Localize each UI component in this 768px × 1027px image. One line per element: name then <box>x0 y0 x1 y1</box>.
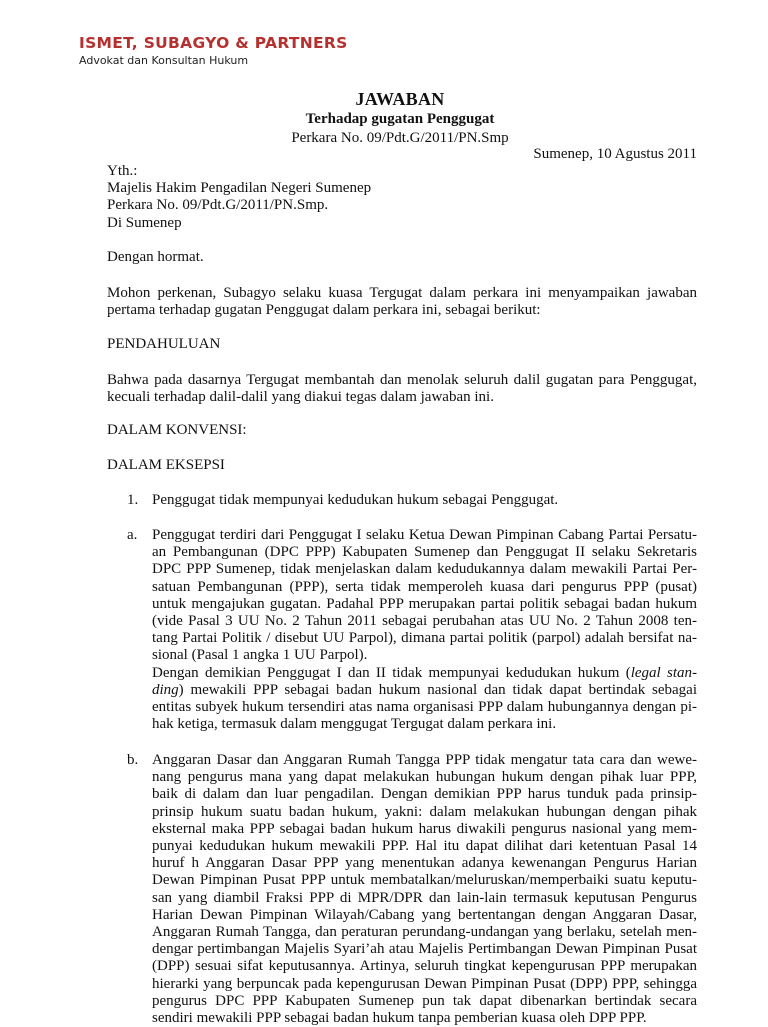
paragraph-line: pertama terhadap gugatan Penggugat dalam perkara ini, sebagai berikut: <box>107 302 541 319</box>
firm-subtitle: Advokat dan Konsultan Hukum <box>79 54 249 67</box>
section-heading-pendahuluan: PENDAHULUAN <box>107 336 221 352</box>
case-number: Perkara No. 09/Pdt.G/2011/PN.Smp <box>291 130 509 146</box>
paragraph-line: kecuali terhadap dalil-dalil yang diakui tegas dalam jawaban ini. <box>107 389 494 406</box>
document-subtitle: Terhadap gugatan Penggugat <box>305 111 495 127</box>
list-item-text <box>152 752 697 1027</box>
paragraph-line: dengar pertimbangan Majelis Syari’ah atau Majelis Pertimbangan Dewan Pimpinan Pusat <box>152 941 697 958</box>
paragraph-line: san yang diambil Fraksi PPP di MPR/DPR dan lain-lain termasuk keputusan Pengurus <box>152 889 697 906</box>
paragraph-line: (DPP) sesuai sifat keputusannya. Artinya, seluruh tingkat kepengurusan PPP merupakan <box>152 958 697 975</box>
greeting: Dengan hormat. <box>107 249 204 265</box>
list-marker: a. <box>127 527 138 543</box>
paragraph-line: hierarki yang berpuncak pada kepengurusan Dewan Pimpinan Pusat (DPP) PPP, sehingga <box>152 975 697 992</box>
pendahuluan-paragraph <box>107 372 697 406</box>
letterhead <box>79 33 348 68</box>
address-salutation: Yth.: <box>107 163 138 179</box>
paragraph-line: Mohon perkenan, Subagyo selaku kuasa Tergugat dalam perkara ini menyampaikan jawaban <box>107 285 697 301</box>
paragraph-line: entitas subyek hukum tersendiri atas nama organisasi PPP dalam hubungannya dengan pi- <box>152 699 697 716</box>
paragraph-line: an Pembangunan (DPC PPP) Kabupaten Sumenep dan Penggugat II selaku Sekretaris <box>152 544 697 561</box>
paragraph-line: Anggaran Dasar dan Anggaran Rumah Tangga PPP tidak mengatur tata cara dan wewe- <box>152 752 697 768</box>
firm-name: ISMET, SUBAGYO & PARTNERS <box>79 34 348 52</box>
paragraph-line: Bahwa pada dasarnya Tergugat membantah dan menolak seluruh dalil gugatan para Penggugat, <box>107 372 697 388</box>
paragraph-line: DPC PPP Sumenep, tidak menjelaskan dalam kedudukannya dalam mewakili Partai Per- <box>152 561 697 578</box>
italic-term: legal stan- <box>630 664 697 681</box>
paragraph-line <box>152 665 697 682</box>
paragraph-line: tang Partai Politik / disebut UU Parpol), dimana partai politik (parpol) adalah bersifat na- <box>152 630 697 647</box>
paragraph-line: hak ketiga, termasuk dalam menggugat Tergugat dalam perkara ini. <box>152 716 557 733</box>
list-marker: b. <box>127 752 139 768</box>
section-heading-konvensi: DALAM KONVENSI: <box>107 422 247 438</box>
paragraph-line: Penggugat terdiri dari Penggugat I selaku Ketua Dewan Pimpinan Cabang Partai Persatu- <box>152 527 697 543</box>
address-line: Di Sumenep <box>107 214 182 231</box>
list-item-text: Penggugat tidak mempunyai kedudukan hukum sebagai Penggugat. <box>152 492 559 508</box>
paragraph-line: sendiri mewakili PPP sebagai badan hukum tanpa pemberian kuasa oleh DPP PPP. <box>152 1010 647 1027</box>
line-text: ) mewakili PPP sebagai badan hukum nasional dan tidak dapat bertindak sebagai <box>178 681 697 698</box>
document-title: JAWABAN <box>355 89 445 109</box>
list-marker: 1. <box>127 492 139 508</box>
intro-paragraph <box>107 285 697 319</box>
paragraph-line: eksternal maka PPP sebagai badan hukum harus diwakili pengurus nasional yang mem- <box>152 820 697 837</box>
paragraph-line: Dewan Pimpinan Pusat PPP untuk membatalkan/meluruskan/memperbaiki suatu keputu- <box>152 872 697 889</box>
paragraph-line: Harian Dewan Pimpinan Wilayah/Cabang yang bertentangan dengan Anggaran Dasar, <box>152 906 697 923</box>
paragraph-line: sional (Pasal 1 angka 1 UU Parpol). <box>152 647 368 664</box>
italic-term: ding <box>152 681 179 698</box>
address-line: Majelis Hakim Pengadilan Negeri Sumenep <box>107 180 372 197</box>
paragraph-line: Anggaran Rumah Tangga, dan peraturan perundang-undangan yang berlaku, setelah men- <box>152 924 697 941</box>
paragraph-line: punyai kedudukan hukum mewakili PPP. Hal itu dapat dilihat dari ketentuan Pasal 14 <box>152 838 697 855</box>
paragraph-line: prinsip hukum suatu badan hukum, yakni: dalam melakukan hubungan dengan pihak <box>152 803 697 820</box>
line-text: Dengan demikian Penggugat I dan II tidak mempunyai kedudukan hukum ( <box>152 664 631 681</box>
paragraph-line: satuan Pembangunan (PPP), serta tidak memperoleh kuasa dari pengurus PPP (pusat) <box>152 578 697 595</box>
paragraph-line: (vide Pasal 3 UU No. 2 Tahun 2011 sebagai perubahan atas UU No. 2 Tahun 2008 ten- <box>152 613 697 630</box>
letter-date: Sumenep, 10 Agustus 2011 <box>533 146 697 162</box>
paragraph-line: huruf h Anggaran Dasar PPP yang menentukan adanya kewenangan Pengurus Harian <box>152 855 697 872</box>
paragraph-line: nang pengurus mana yang dapat melakukan hubungan hukum dengan pihak luar PPP, <box>152 769 697 786</box>
paragraph-line: pengurus DPC PPP Kabupaten Sumenep pun tak dapat dibenarkan bertindak secara <box>152 992 697 1009</box>
section-heading-eksepsi: DALAM EKSEPSI <box>107 457 225 473</box>
list-item-text <box>152 527 697 733</box>
paragraph-line: baik di dalam dan luar pengadilan. Dengan demikian PPP harus tunduk pada prinsip- <box>152 786 697 803</box>
address-line: Perkara No. 09/Pdt.G/2011/PN.Smp. <box>107 197 329 214</box>
paragraph-line <box>152 682 697 699</box>
document-heading <box>0 88 768 147</box>
address-block <box>107 163 697 232</box>
paragraph-line: untuk mengajukan gugatan. Padahal PPP merupakan partai politik sebagai badan hukum <box>152 595 697 612</box>
